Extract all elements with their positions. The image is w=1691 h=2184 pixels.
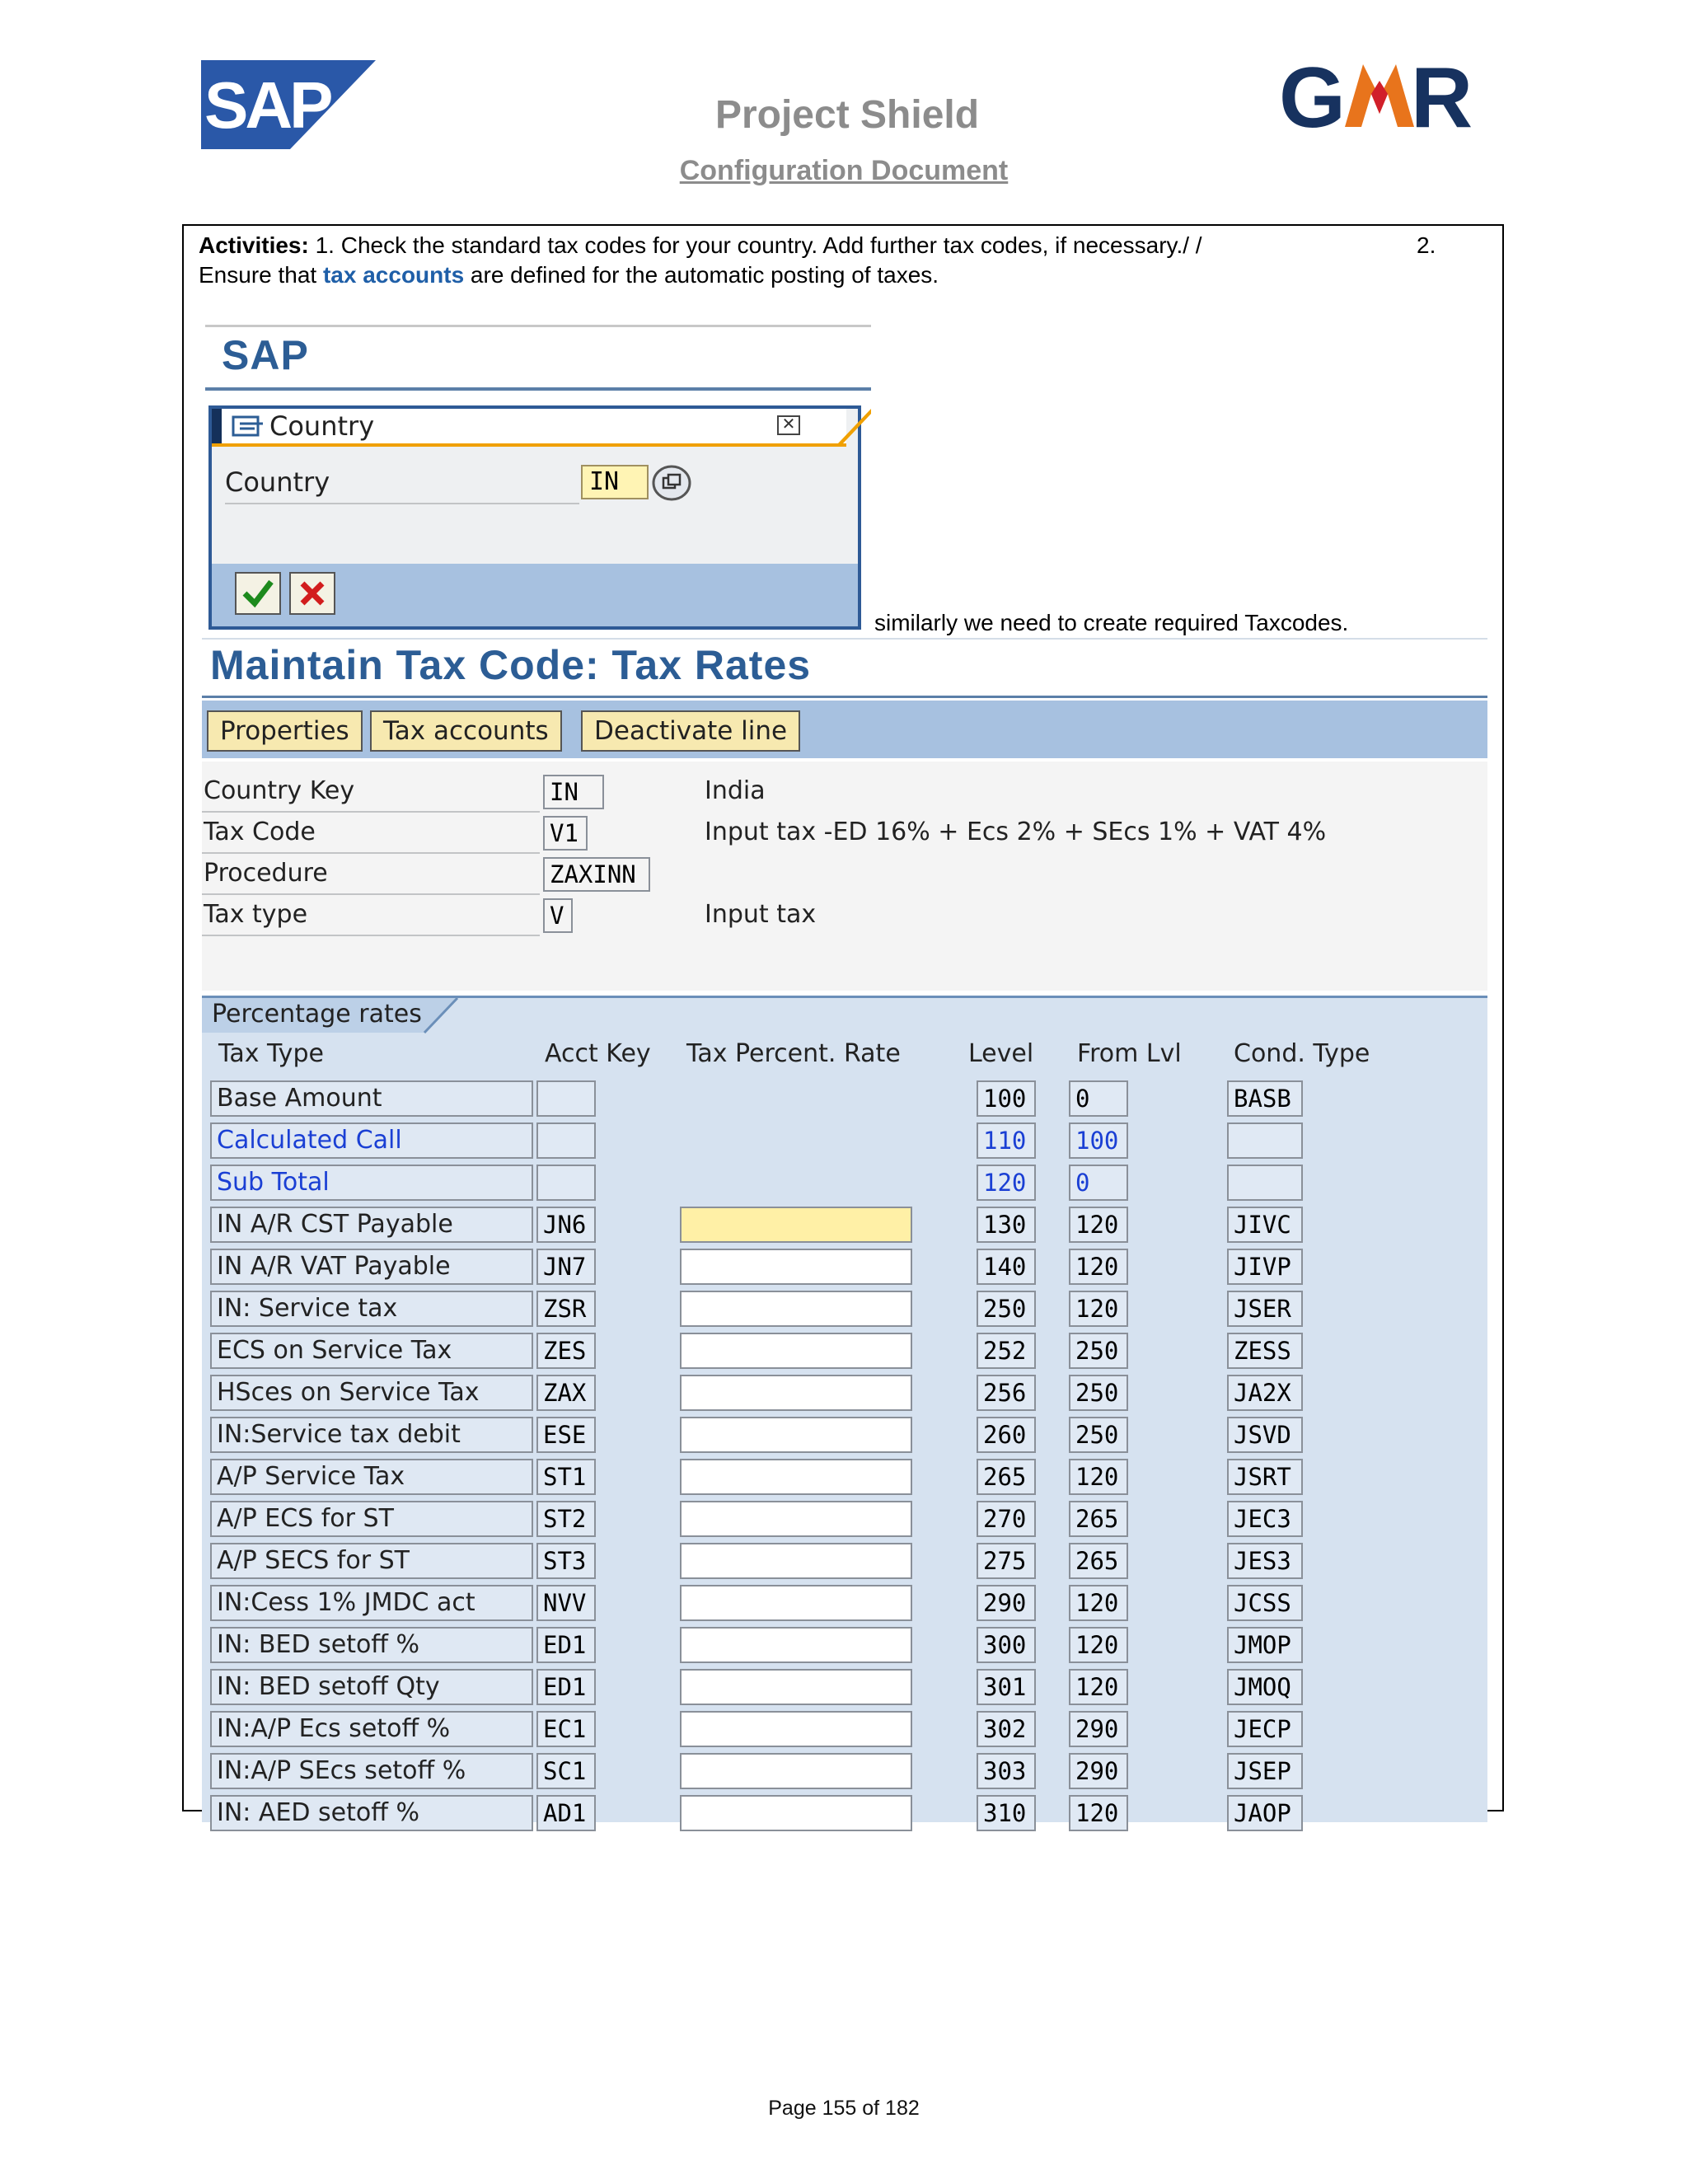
cond-type-cell[interactable]: JSVD <box>1227 1417 1303 1453</box>
table-row <box>202 1711 1487 1752</box>
acct-key-cell[interactable]: ST2 <box>536 1501 596 1537</box>
tax-rate-input[interactable] <box>680 1291 912 1327</box>
percentage-rates-title: Percentage rates <box>212 1000 422 1029</box>
table-row <box>202 1375 1487 1416</box>
tax-type-cell: IN:A/P Ecs setoff % <box>210 1711 533 1747</box>
country-dialog <box>208 405 861 630</box>
tax-type-cell: IN:A/P SEcs setoff % <box>210 1753 533 1789</box>
from-lvl-cell[interactable]: 250 <box>1069 1333 1128 1369</box>
titlebar-accent <box>212 409 222 443</box>
table-row <box>202 1249 1487 1290</box>
from-lvl-cell[interactable]: 120 <box>1069 1795 1128 1831</box>
from-lvl-cell[interactable]: 120 <box>1069 1669 1128 1705</box>
dialog-button-bar <box>212 564 858 626</box>
tax-type-cell: Base Amount <box>210 1080 533 1117</box>
from-lvl-cell[interactable]: 0 <box>1069 1080 1128 1117</box>
level-cell[interactable]: 265 <box>977 1459 1036 1495</box>
titlebar-corner <box>838 409 871 448</box>
close-icon[interactable]: ✕ <box>777 415 800 435</box>
activities-label: Activities: <box>199 232 309 258</box>
tax-accounts-button[interactable]: Tax accounts <box>370 710 562 752</box>
from-lvl-cell[interactable]: 250 <box>1069 1375 1128 1411</box>
tax-rate-input[interactable] <box>680 1711 912 1747</box>
tax-type-field[interactable]: V <box>543 898 573 933</box>
level-cell[interactable]: 250 <box>977 1291 1036 1327</box>
acct-key-cell[interactable]: ED1 <box>536 1669 596 1705</box>
tax-code-description: Input tax -ED 16% + Ecs 2% + SEcs 1% + VAT 4% <box>705 818 1327 846</box>
field-underline <box>202 893 540 895</box>
col-tax-type: Tax Type <box>218 1039 324 1068</box>
tax-rate-input[interactable] <box>680 1627 912 1663</box>
tax-type-cell[interactable]: Sub Total <box>210 1165 533 1201</box>
dialog-title: Country <box>269 410 375 442</box>
field-underline <box>202 935 540 936</box>
cond-type-cell[interactable]: JSRT <box>1227 1459 1303 1495</box>
from-lvl-cell[interactable]: 120 <box>1069 1627 1128 1663</box>
cond-type-cell[interactable]: JMOQ <box>1227 1669 1303 1705</box>
cond-type-cell[interactable]: BASB <box>1227 1080 1303 1117</box>
tax-rate-input[interactable] <box>680 1249 912 1285</box>
tax-type-cell: HSces on Service Tax <box>210 1375 533 1411</box>
cond-type-cell[interactable]: JAOP <box>1227 1795 1303 1831</box>
svg-text:G: G <box>1279 50 1341 146</box>
tax-type-cell: ECS on Service Tax <box>210 1333 533 1369</box>
table-row <box>202 1080 1487 1122</box>
level-cell[interactable]: 290 <box>977 1585 1036 1621</box>
acct-key-cell[interactable]: JN6 <box>536 1207 596 1243</box>
tax-code-label: Tax Code <box>204 818 316 846</box>
cond-type-cell[interactable]: JIVC <box>1227 1207 1303 1243</box>
level-cell[interactable]: 140 <box>977 1249 1036 1285</box>
col-from-lvl: From Lvl <box>1077 1039 1182 1068</box>
note-text: similarly we need to create required Taxcodes. <box>874 610 1349 635</box>
from-lvl-cell[interactable]: 120 <box>1069 1291 1128 1327</box>
tax-type-cell: IN A/R VAT Payable <box>210 1249 533 1285</box>
level-cell[interactable]: 275 <box>977 1543 1036 1579</box>
level-cell[interactable]: 302 <box>977 1711 1036 1747</box>
tax-rate-input[interactable] <box>680 1417 912 1453</box>
activities-step2-prefix: Ensure that <box>199 262 323 288</box>
col-tax-rate: Tax Percent. Rate <box>686 1039 901 1068</box>
cond-type-cell[interactable] <box>1227 1165 1303 1201</box>
from-lvl-cell[interactable]: 250 <box>1069 1417 1128 1453</box>
application-toolbar <box>202 701 1487 758</box>
level-cell[interactable]: 301 <box>977 1669 1036 1705</box>
from-lvl-cell[interactable]: 290 <box>1069 1753 1128 1789</box>
level-cell[interactable]: 270 <box>977 1501 1036 1537</box>
from-lvl-cell[interactable]: 120 <box>1069 1207 1128 1243</box>
acct-key-cell[interactable]: JN7 <box>536 1249 596 1285</box>
screen-title: Maintain Tax Code: Tax Rates <box>210 642 812 688</box>
table-row <box>202 1795 1487 1836</box>
tax-code-header <box>202 762 1487 991</box>
document-title: Project Shield <box>714 93 980 137</box>
acct-key-cell[interactable]: EC1 <box>536 1711 596 1747</box>
from-lvl-cell[interactable]: 120 <box>1069 1459 1128 1495</box>
tax-rate-input[interactable] <box>680 1795 912 1831</box>
page-footer: Page 155 of 182 <box>768 2097 920 2120</box>
table-row <box>202 1627 1487 1668</box>
cond-type-cell[interactable]: JECP <box>1227 1711 1303 1747</box>
dialog-titlebar <box>212 409 846 447</box>
acct-key-cell[interactable] <box>536 1165 596 1201</box>
tax-rate-input[interactable] <box>680 1585 912 1621</box>
acct-key-cell[interactable]: SC1 <box>536 1753 596 1789</box>
cond-type-cell[interactable]: JIVP <box>1227 1249 1303 1285</box>
acct-key-cell[interactable] <box>536 1122 596 1159</box>
tax-type-label: Tax type <box>204 900 308 929</box>
tax-type-cell: A/P Service Tax <box>210 1459 533 1495</box>
tax-rate-input[interactable] <box>680 1375 912 1411</box>
acct-key-cell[interactable]: ZAX <box>536 1375 596 1411</box>
level-cell[interactable]: 130 <box>977 1207 1036 1243</box>
level-cell[interactable]: 303 <box>977 1753 1036 1789</box>
field-underline <box>202 811 540 813</box>
cond-type-cell[interactable]: JCSS <box>1227 1585 1303 1621</box>
tax-type-cell: IN:Cess 1% JMDC act <box>210 1585 533 1621</box>
level-cell[interactable]: 100 <box>977 1080 1036 1117</box>
activities-step2-number: 2. <box>1417 232 1436 258</box>
acct-key-cell[interactable]: ST3 <box>536 1543 596 1579</box>
country-key-description: India <box>705 776 766 805</box>
tax-rate-input[interactable] <box>680 1207 912 1243</box>
acct-key-cell[interactable]: ST1 <box>536 1459 596 1495</box>
tax-type-cell: IN: BED setoff % <box>210 1627 533 1663</box>
properties-button[interactable]: Properties <box>207 710 363 752</box>
tax-type-cell: A/P ECS for ST <box>210 1501 533 1537</box>
tax-type-cell: IN:Service tax debit <box>210 1417 533 1453</box>
from-lvl-cell[interactable]: 265 <box>1069 1543 1128 1579</box>
table-row <box>202 1543 1487 1584</box>
tax-type-cell: IN A/R CST Payable <box>210 1207 533 1243</box>
cond-type-cell[interactable]: JSER <box>1227 1291 1303 1327</box>
level-cell[interactable]: 252 <box>977 1333 1036 1369</box>
cancel-icon <box>291 574 334 613</box>
level-cell[interactable]: 310 <box>977 1795 1036 1831</box>
screen-title-underline <box>202 696 1487 698</box>
tax-rate-input[interactable] <box>680 1333 912 1369</box>
tax-type-cell: A/P SECS for ST <box>210 1543 533 1579</box>
search-help-icon[interactable] <box>650 465 693 501</box>
from-lvl-cell[interactable]: 120 <box>1069 1249 1128 1285</box>
tax-type-description: Input tax <box>705 900 817 929</box>
field-underline <box>202 852 540 854</box>
activities-step2-suffix: are defined for the automatic posting of taxes. <box>464 262 939 288</box>
country-field-label: Country <box>225 466 330 498</box>
acct-key-cell[interactable]: ZSR <box>536 1291 596 1327</box>
cond-type-cell[interactable]: JES3 <box>1227 1543 1303 1579</box>
from-lvl-cell[interactable]: 0 <box>1069 1165 1128 1201</box>
country-input[interactable]: IN <box>581 465 649 499</box>
cancel-button[interactable] <box>289 572 335 615</box>
acct-key-cell[interactable]: AD1 <box>536 1795 596 1831</box>
confirm-button[interactable] <box>235 572 281 615</box>
tax-rate-input[interactable] <box>680 1543 912 1579</box>
percentage-rates-section <box>202 996 1487 1827</box>
from-lvl-cell[interactable]: 120 <box>1069 1585 1128 1621</box>
tax-code-field[interactable]: V1 <box>543 816 588 851</box>
tax-accounts-link[interactable]: tax accounts <box>322 262 465 288</box>
tax-rate-input[interactable] <box>680 1753 912 1789</box>
svg-text:R: R <box>1411 50 1473 146</box>
cond-type-cell[interactable]: ZESS <box>1227 1333 1303 1369</box>
country-key-label: Country Key <box>204 776 355 805</box>
table-row <box>202 1122 1487 1164</box>
from-lvl-cell[interactable]: 100 <box>1069 1122 1128 1159</box>
activities-text <box>199 231 1484 290</box>
table-row <box>202 1669 1487 1710</box>
activities-step1: 1. Check the standard tax codes for your country. Add further tax codes, if necessary./ / <box>308 232 1202 258</box>
table-row <box>202 1207 1487 1248</box>
sap-header-title: SAP <box>222 332 309 378</box>
sap-header-rule <box>205 325 871 327</box>
level-cell[interactable]: 120 <box>977 1165 1036 1201</box>
from-lvl-cell[interactable]: 265 <box>1069 1501 1128 1537</box>
check-icon <box>237 574 279 613</box>
tax-rate-input[interactable] <box>680 1459 912 1495</box>
acct-key-cell[interactable]: NVV <box>536 1585 596 1621</box>
level-cell[interactable]: 110 <box>977 1122 1036 1159</box>
col-level: Level <box>968 1039 1034 1068</box>
field-underline <box>225 503 579 504</box>
table-row <box>202 1753 1487 1794</box>
procedure-field[interactable]: ZAXINN <box>543 857 650 892</box>
acct-key-cell[interactable] <box>536 1080 596 1117</box>
country-key-field[interactable]: IN <box>543 775 604 809</box>
cond-type-cell[interactable]: JSEP <box>1227 1753 1303 1789</box>
deactivate-line-button[interactable]: Deactivate line <box>581 710 800 752</box>
table-row <box>202 1291 1487 1332</box>
acct-key-cell[interactable]: ESE <box>536 1417 596 1453</box>
tax-type-cell: IN: Service tax <box>210 1291 533 1327</box>
level-cell[interactable]: 300 <box>977 1627 1036 1663</box>
tax-type-cell: IN: BED setoff Qty <box>210 1669 533 1705</box>
acct-key-cell[interactable]: ZES <box>536 1333 596 1369</box>
table-row <box>202 1501 1487 1542</box>
table-row <box>202 1165 1487 1206</box>
col-acct-key: Acct Key <box>545 1039 651 1068</box>
svg-text:SAP: SAP <box>204 68 330 142</box>
table-row <box>202 1333 1487 1374</box>
cond-type-cell[interactable]: JEC3 <box>1227 1501 1303 1537</box>
tax-rate-input[interactable] <box>680 1669 912 1705</box>
tax-type-cell: IN: AED setoff % <box>210 1795 533 1831</box>
dialog-window-icon <box>232 415 265 437</box>
cond-type-cell[interactable]: JA2X <box>1227 1375 1303 1411</box>
cond-type-cell[interactable]: JMOP <box>1227 1627 1303 1663</box>
table-row <box>202 1417 1487 1458</box>
sap-header-underline <box>205 387 871 391</box>
tax-type-cell[interactable]: Calculated Call <box>210 1122 533 1159</box>
table-row <box>202 1459 1487 1500</box>
from-lvl-cell[interactable]: 290 <box>1069 1711 1128 1747</box>
procedure-label: Procedure <box>204 859 328 888</box>
tax-rate-input[interactable] <box>680 1501 912 1537</box>
level-cell[interactable]: 256 <box>977 1375 1036 1411</box>
level-cell[interactable]: 260 <box>977 1417 1036 1453</box>
document-subtitle: Configuration Document <box>679 155 1009 186</box>
table-row <box>202 1585 1487 1626</box>
acct-key-cell[interactable]: ED1 <box>536 1627 596 1663</box>
cond-type-cell[interactable] <box>1227 1122 1303 1159</box>
screen-top-rule <box>202 638 1487 640</box>
col-cond-type: Cond. Type <box>1234 1039 1370 1068</box>
content-frame <box>182 224 1504 1827</box>
